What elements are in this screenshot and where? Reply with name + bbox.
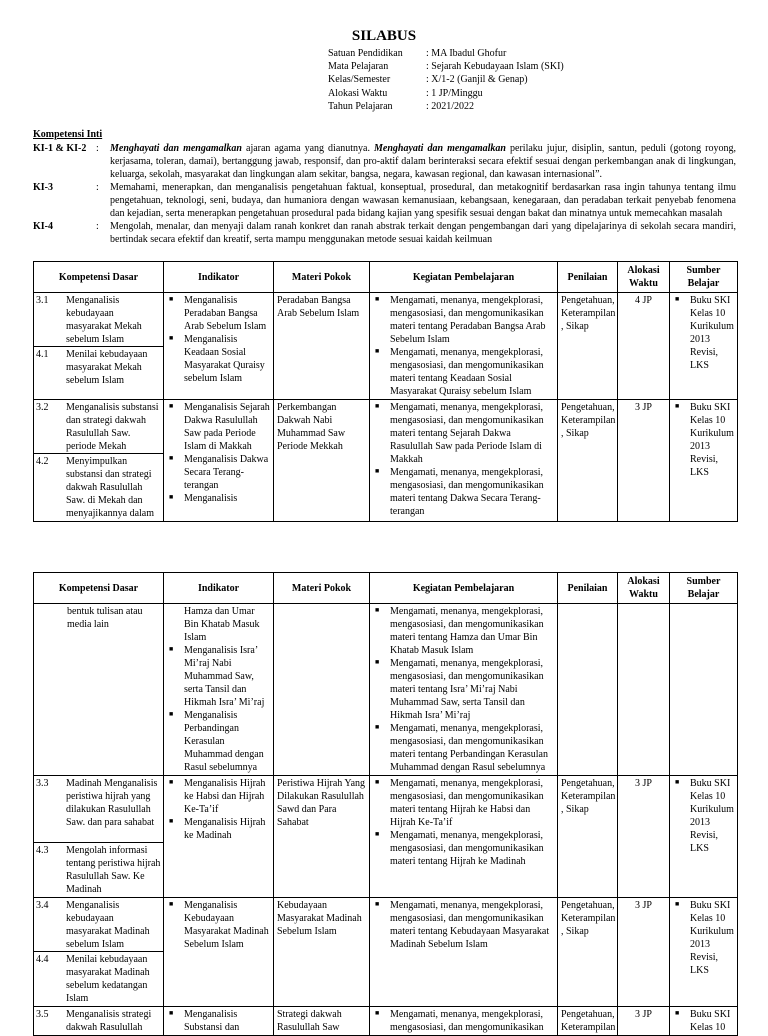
meta-value: : 2021/2022 xyxy=(426,100,475,112)
kd-text: Menganalisis kebudayaan masyarakat Madinah sebelum Islam xyxy=(66,900,150,950)
list-item: ■ Menganalisis Isra’ Mi’raj Nabi Muhammad Saw, serta Tansil dan Hikmah Isra’ Mi’raj xyxy=(167,644,270,709)
kd-number: 4.4 xyxy=(36,954,49,965)
kd-item xyxy=(34,951,163,1006)
list-item: ■ Menganalisis xyxy=(167,492,270,505)
penilaian-cell: Pengetahuan, Keterampilan , Sikap xyxy=(558,898,618,1007)
kd-item xyxy=(34,453,163,521)
alokasi-cell: 4 JP xyxy=(618,293,670,400)
list-item: ■ Mengamati, menanya, mengekplorasi, mengasosiasi, dan mengomunikasikan materi tentang Isra’ Mi’raj Nabi Muhammad Saw, serta Tansil dan Hikmah Isra’ Mi’raj xyxy=(373,657,554,722)
list-item: ■ Menganalisis Sejarah Dakwa Rasulullah Saw pada Periode Islam di Makkah xyxy=(167,401,270,453)
kd-text: Mengolah informasi tentang peristiwa hijrah Rasulullah Saw. Ke Madinah xyxy=(66,845,161,895)
kd-cell xyxy=(34,898,164,1007)
table-row xyxy=(34,776,738,898)
kd-number: 3.5 xyxy=(36,1009,49,1020)
list-item: ■ Menganalisis Perbandingan Kerasulan Muhammad dengan Rasul sebelumnya xyxy=(167,709,270,774)
list-item: ■ Mengamati, menanya, mengekplorasi, mengasosiasi, dan mengomunikasikan materi tentang Peradaban Bangsa Arab Sebelum Islam xyxy=(373,294,554,346)
meta-value: : Sejarah Kebudayaan Islam (SKI) xyxy=(426,61,564,73)
materi-cell: Perkembangan Dakwah Nabi Muhammad Saw Periode Mekkah xyxy=(274,400,370,522)
header-materi: Materi Pokok xyxy=(274,573,370,604)
meta-row xyxy=(328,60,564,73)
meta-label: Mata Pelajaran xyxy=(328,61,389,73)
kd-cell xyxy=(34,400,164,522)
ki-label: KI-3 xyxy=(33,182,53,193)
table-row xyxy=(34,400,738,522)
kd-item xyxy=(34,776,163,842)
table-row xyxy=(34,604,738,776)
ki-text: Mengolah, menalar, dan menyaji dalam ranah konkret dan ranah abstrak terkait dengan pengembangan dari yang dipelajarinya di sekolah secara mandiri, bertindak secara efektif dan kreatif, serta mampu menggunakan metode sesuai kaidah keilmuan xyxy=(110,221,736,245)
ki-emphasis: Menghayati dan mengamalkan xyxy=(110,143,242,154)
indikator-cell xyxy=(164,776,274,898)
kd-text: Menilai kebudayaan masyarakat Mekah sebelum Islam xyxy=(66,349,148,386)
table-row xyxy=(34,898,738,1007)
header-alokasi: Alokasi Waktu xyxy=(618,573,670,604)
list-item: ■ Buku SKI Kelas 10 xyxy=(673,1008,734,1034)
list-item: ■ Menganalisis Peradaban Bangsa Arab Sebelum Islam xyxy=(167,294,270,333)
ki-text: Memahami, menerapkan, dan menganalisis pengetahuan faktual, konseptual, prosedural, dan metakognitif berdasarkan rasa ingin tahunya tentang ilmu pengetahuan, teknologi, seni, budaya, dan humaniora dengan wawasan kemanusiaan, kebangsaan, kenegaraan, dan peradaban terkait penyebab fenomena dan kejadian, serta menerapkan pengetahuan prosedural pada bidang kajian yang spesifik sesuai dengan bakat dan minatnya untuk memecahkan masalah xyxy=(110,182,736,219)
materi-cell: Peristiwa Hijrah Yang Dilakukan Rasulullah Sawd dan Para Sahabat xyxy=(274,776,370,898)
ki-text-part: perilaku jujur, disiplin, santun, peduli (gotong royong, kerjasama, toleran, damai), bertanggung jawab, responsif, dan pro-aktif dalam berinteraksi secara efektif sesuai dengan perkembangan anak di lingkungan, keluarga, sekolah, masyarakat dan lingkungan alam sekitar, bangsa, negara, kawasan regional, dan kawasan internasional”. xyxy=(110,143,736,180)
kd-number: 3.4 xyxy=(36,900,49,911)
meta-label: Kelas/Semester xyxy=(328,74,391,86)
meta-value: : X/1-2 (Ganjil & Genap) xyxy=(426,74,528,86)
sumber-cell xyxy=(670,400,738,522)
kd-item xyxy=(34,1007,163,1035)
meta-label: Alokasi Waktu xyxy=(328,87,388,99)
materi-cell: Strategi dakwah Rasulullah Saw xyxy=(274,1007,370,1036)
kd-number: 4.3 xyxy=(36,845,49,856)
list-item: ■ Buku SKI Kelas 10 Kurikulum 2013 Revisi, LKS xyxy=(673,401,734,479)
kd-item xyxy=(34,898,163,951)
ki-item xyxy=(33,142,736,181)
sumber-cell xyxy=(670,604,738,776)
ki-item xyxy=(33,220,736,246)
kd-cell xyxy=(34,293,164,400)
list-item: ■ Menganalisis Hijrah ke Habsi dan Hijrah Ke-Ta’if xyxy=(167,777,270,816)
ki-item xyxy=(33,181,736,220)
list-item: ■ Menganalisis Dakwa Secara Terang- terangan xyxy=(167,453,270,492)
meta-value: : 1 JP/Minggu xyxy=(426,87,483,99)
penilaian-cell xyxy=(558,604,618,776)
header-indikator: Indikator xyxy=(164,573,274,604)
document-meta xyxy=(328,47,564,113)
kd-text: Menyimpulkan substansi dan strategi dakwah Rasulullah Saw. di Mekah dan menyajikannya dalam xyxy=(66,456,155,519)
ki-heading: Kompetensi Inti xyxy=(33,129,103,140)
list-item: ■ Mengamati, menanya, mengekplorasi, mengasosiasi, dan mengomunikasikan materi tentang Dakwa Secara Terang-terangan xyxy=(373,466,554,518)
kd-text: Menganalisis substansi dan strategi dakwah Rasulullah Saw. periode Mekah xyxy=(66,402,159,452)
kd-item xyxy=(34,400,163,453)
header-kd: Kompetensi Dasar xyxy=(34,262,164,293)
table-header-row xyxy=(34,262,738,293)
sumber-cell xyxy=(670,293,738,400)
meta-label: Satuan Pendidikan xyxy=(328,48,403,59)
list-item: ■ Buku SKI Kelas 10 Kurikulum 2013 Revisi, LKS xyxy=(673,294,734,372)
table-row xyxy=(34,1007,738,1036)
kegiatan-cell xyxy=(370,1007,558,1036)
kd-text: Menganalisis kebudayaan masyarakat Mekah sebelum Islam xyxy=(66,295,142,345)
ki-colon: : xyxy=(96,221,99,232)
kd-cell xyxy=(34,776,164,898)
list-item: ■ Buku SKI Kelas 10 Kurikulum 2013 Revisi, LKS xyxy=(673,899,734,977)
list-item: ■ Menganalisis Hijrah ke Madinah xyxy=(167,816,270,842)
alokasi-cell xyxy=(618,604,670,776)
alokasi-cell: 3 JP xyxy=(618,776,670,898)
syllabus-table-continued xyxy=(33,572,738,1036)
kd-number: 3.1 xyxy=(36,295,49,306)
materi-cell: Kebudayaan Masyarakat Madinah Sebelum Islam xyxy=(274,898,370,1007)
header-sumber: Sumber Belajar xyxy=(670,262,738,293)
kd-cell xyxy=(34,1007,164,1036)
indikator-cell xyxy=(164,604,274,776)
list-item: ■ Mengamati, menanya, mengekplorasi, mengasosiasi, dan mengomunikasikan materi tentang Kebudayaan Masyarakat Madinah Sebelum Islam xyxy=(373,899,554,951)
ki-label: KI-1 & KI-2 xyxy=(33,143,87,154)
list-item: ■ Menganalisis Kebudayaan Masyarakat Madinah Sebelum Islam xyxy=(167,899,270,951)
list-item: ■ Mengamati, menanya, mengekplorasi, mengasosiasi, dan mengomunikasikan materi tentang Hijrah ke Habsi dan Hijrah Ke-Ta’if xyxy=(373,777,554,829)
kd-number: 3.3 xyxy=(36,778,49,789)
list-item: ■ Menganalisis Keadaan Sosial Masyarakat Quraisy sebelum Islam xyxy=(167,333,270,385)
header-alokasi: Alokasi Waktu xyxy=(618,262,670,293)
list-item: ■ Mengamati, menanya, mengekplorasi, mengasosiasi, dan mengomunikasikan materi tentang Sejarah Dakwa Rasulullah Saw pada Periode Islam di Makkah xyxy=(373,401,554,466)
ki-text-part: ajaran agama yang dianutnya. xyxy=(241,143,375,154)
penilaian-cell: Pengetahuan, Keterampilan , Sikap xyxy=(558,776,618,898)
kd-item xyxy=(34,346,163,388)
sumber-cell xyxy=(670,776,738,898)
kegiatan-cell xyxy=(370,293,558,400)
penilaian-cell: Pengetahuan, Keterampilan xyxy=(558,1007,618,1036)
header-kegiatan: Kegiatan Pembelajaran xyxy=(370,573,558,604)
meta-row xyxy=(328,73,564,86)
list-item: ■ Mengamati, menanya, mengekplorasi, mengasosiasi, dan mengomunikasikan materi tentang Keadaan Sosial Masyarakat Quraisy sebelum Islam xyxy=(373,346,554,398)
ki-emphasis: Menghayati dan mengamalkan xyxy=(374,143,506,154)
alokasi-cell: 3 JP xyxy=(618,898,670,1007)
header-sumber: Sumber Belajar xyxy=(670,573,738,604)
kegiatan-cell xyxy=(370,898,558,1007)
kd-number: 4.1 xyxy=(36,349,49,360)
indikator-cell xyxy=(164,293,274,400)
header-penilaian: Penilaian xyxy=(558,262,618,293)
list-item: ■ Menganalisis Substansi dan xyxy=(167,1008,270,1034)
meta-row xyxy=(328,87,564,100)
kegiatan-cell xyxy=(370,604,558,776)
ki-colon: : xyxy=(96,143,99,154)
header-indikator: Indikator xyxy=(164,262,274,293)
meta-value: : MA Ibadul Ghofur xyxy=(426,48,507,59)
list-item: ■ Mengamati, menanya, mengekplorasi, mengasosiasi, dan mengomunikasikan materi tentang Perbandingan Kerasulan Muhammad dengan Rasul sebelumnya xyxy=(373,722,554,774)
kd-text: Madinah Menganalisis peristiwa hijrah yang dilakukan Rasulullah Saw. dan para sahabat xyxy=(66,778,158,828)
indikator-cell xyxy=(164,1007,274,1036)
alokasi-cell: 3 JP xyxy=(618,1007,670,1036)
table-row xyxy=(34,293,738,400)
kd-text: Menganalisis strategi dakwah Rasulullah xyxy=(66,1009,152,1033)
sumber-cell xyxy=(670,1007,738,1036)
materi-cell xyxy=(274,604,370,776)
kd-text: Menilai kebudayaan masyarakat Madinah sebelum kedatangan Islam xyxy=(66,954,150,1004)
sumber-cell xyxy=(670,898,738,1007)
indikator-cell xyxy=(164,400,274,522)
penilaian-cell: Pengetahuan, Keterampilan , Sikap xyxy=(558,400,618,522)
header-kegiatan: Kegiatan Pembelajaran xyxy=(370,262,558,293)
list-item: ■ Mengamati, menanya, mengekplorasi, mengasosiasi, dan mengomunikasikan xyxy=(373,1008,554,1034)
page-title: SILABUS xyxy=(351,28,417,44)
list-item: ■ Mengamati, menanya, mengekplorasi, mengasosiasi, dan mengomunikasikan materi tentang Hamza dan Umar Bin Khatab Masuk Islam xyxy=(373,605,554,657)
kegiatan-cell xyxy=(370,400,558,522)
ki-text xyxy=(110,142,736,181)
list-item: ■ Buku SKI Kelas 10 Kurikulum 2013 Revisi, LKS xyxy=(673,777,734,855)
header-kd: Kompetensi Dasar xyxy=(34,573,164,604)
table-header-row xyxy=(34,573,738,604)
alokasi-cell: 3 JP xyxy=(618,400,670,522)
kd-number: 3.2 xyxy=(36,402,49,413)
indikator-cell xyxy=(164,898,274,1007)
kd-item xyxy=(34,293,163,346)
list-item: ■ Mengamati, menanya, mengekplorasi, mengasosiasi, dan mengomunikasikan materi tentang Hijrah ke Madinah xyxy=(373,829,554,868)
penilaian-cell: Pengetahuan, Keterampilan , Sikap xyxy=(558,293,618,400)
kd-item xyxy=(34,842,163,897)
indikator-continued: Hamza dan Umar Bin Khatab Masuk Islam xyxy=(184,606,260,643)
meta-label: Tahun Pelajaran xyxy=(328,100,393,112)
ki-label: KI-4 xyxy=(33,221,53,232)
materi-cell: Peradaban Bangsa Arab Sebelum Islam xyxy=(274,293,370,400)
kd-number: 4.2 xyxy=(36,456,49,467)
kegiatan-cell xyxy=(370,776,558,898)
header-penilaian: Penilaian xyxy=(558,573,618,604)
meta-row xyxy=(328,47,564,60)
syllabus-table xyxy=(33,261,738,522)
kd-cell: bentuk tulisan atau media lain xyxy=(34,604,164,776)
ki-colon: : xyxy=(96,182,99,193)
header-materi: Materi Pokok xyxy=(274,262,370,293)
meta-row xyxy=(328,100,564,113)
